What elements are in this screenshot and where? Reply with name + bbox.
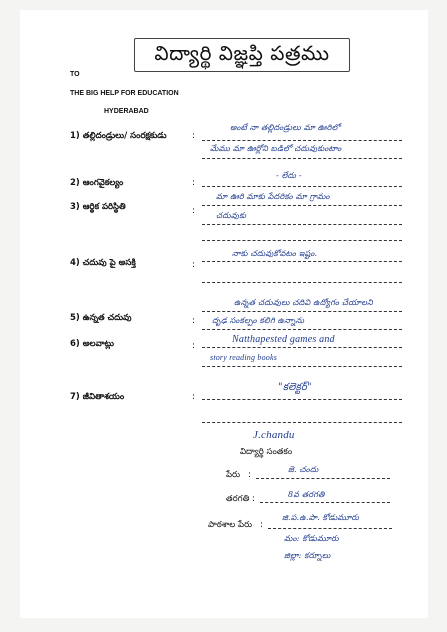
colon: : [192, 341, 196, 351]
answer-line [202, 224, 402, 225]
colon: : [260, 520, 264, 530]
school-answer: జి.ప.ఉ.పా. కోడుమూరు [282, 513, 360, 522]
colon: : [192, 131, 196, 141]
form-title: విద్యార్థి విజ్ఞప్తి పత్రము [134, 38, 350, 72]
answer-line [202, 158, 402, 159]
higher-studies-answer: ఉన్నత చదువులు చదివి ఉద్యోగం చేయాలని [234, 298, 373, 307]
school-label: పాఠశాల పేరు [208, 520, 253, 530]
life-goal-answer: "కలెక్టర్" [278, 382, 312, 393]
name-label: పేరు [226, 470, 241, 480]
habits-answer-line2: story reading books [210, 353, 278, 362]
interest-answer: నాకు చదువుకోవటం ఇష్టం. [232, 249, 318, 258]
name-answer: జె. చందు [288, 465, 319, 474]
interest-label: 4) చదువు పై అసక్తి [70, 258, 136, 268]
colon: : [192, 178, 196, 188]
economic-answer-line2: చదువుకు [216, 211, 247, 220]
student-signature: J.chandu [253, 429, 295, 441]
economic-label: 3) ఆర్థిక పరిస్థితి [70, 202, 126, 212]
class-label: తరగతి [226, 494, 250, 504]
answer-line [202, 140, 402, 141]
org-city: HYDERABAD [104, 108, 149, 115]
answer-line [202, 311, 402, 312]
colon: : [192, 206, 196, 216]
answer-line [268, 528, 392, 529]
life-goal-label: 7) జీవితాశయం [70, 392, 125, 402]
answer-line [260, 502, 390, 503]
parents-answer-line2: మేము మా ఊర్లోని బడిలో చదువుకుంటాం [210, 144, 342, 153]
higher-studies-answer-line2: దృఢ సంకల్పం కలిగి ఉన్నాను [212, 316, 305, 325]
answer-line [202, 261, 402, 262]
answer-line [202, 329, 402, 330]
district-answer: జిల్లా: కర్నూలు [284, 551, 331, 560]
student-signature-label: విద్యార్థి సంతకం [240, 447, 293, 457]
org-name: THE BIG HELP FOR EDUCATION [70, 90, 179, 97]
economic-answer-line1: మా ఊరి మాకు పేదరికం మా గ్రామం [216, 192, 330, 201]
answer-line [202, 282, 402, 283]
colon: : [248, 470, 252, 480]
answer-line [202, 240, 402, 241]
class-answer: 8వ తరగతి [288, 490, 325, 499]
answer-line [202, 186, 402, 187]
answer-line [202, 205, 402, 206]
answer-line [202, 422, 402, 423]
answer-line [202, 399, 402, 400]
habits-label: 6) అలవాట్లు [70, 339, 114, 349]
parents-answer-line1: అంటే నా తల్లిదండ్రులు మా ఊరిలో [230, 123, 341, 132]
mandal-answer: మం: కోడుమూరు [284, 534, 339, 543]
to-label: TO [70, 71, 80, 78]
colon: : [192, 316, 196, 326]
answer-line [256, 478, 390, 479]
disability-label: 2) ఆంగవైకల్యం [70, 178, 124, 188]
parents-label: 1) తల్లిదండ్రులు/ సంరక్షకుడు [70, 131, 167, 141]
habits-answer-line1: Natthapested games and [232, 334, 335, 345]
higher-studies-label: 5) ఉన్నత చదువు [70, 313, 132, 323]
colon: : [252, 494, 256, 504]
answer-line [202, 366, 402, 367]
application-form-sheet [20, 10, 428, 618]
colon: : [192, 260, 196, 270]
disability-answer: - లేదు - [276, 171, 302, 180]
answer-line [202, 347, 402, 348]
colon: : [192, 392, 196, 402]
